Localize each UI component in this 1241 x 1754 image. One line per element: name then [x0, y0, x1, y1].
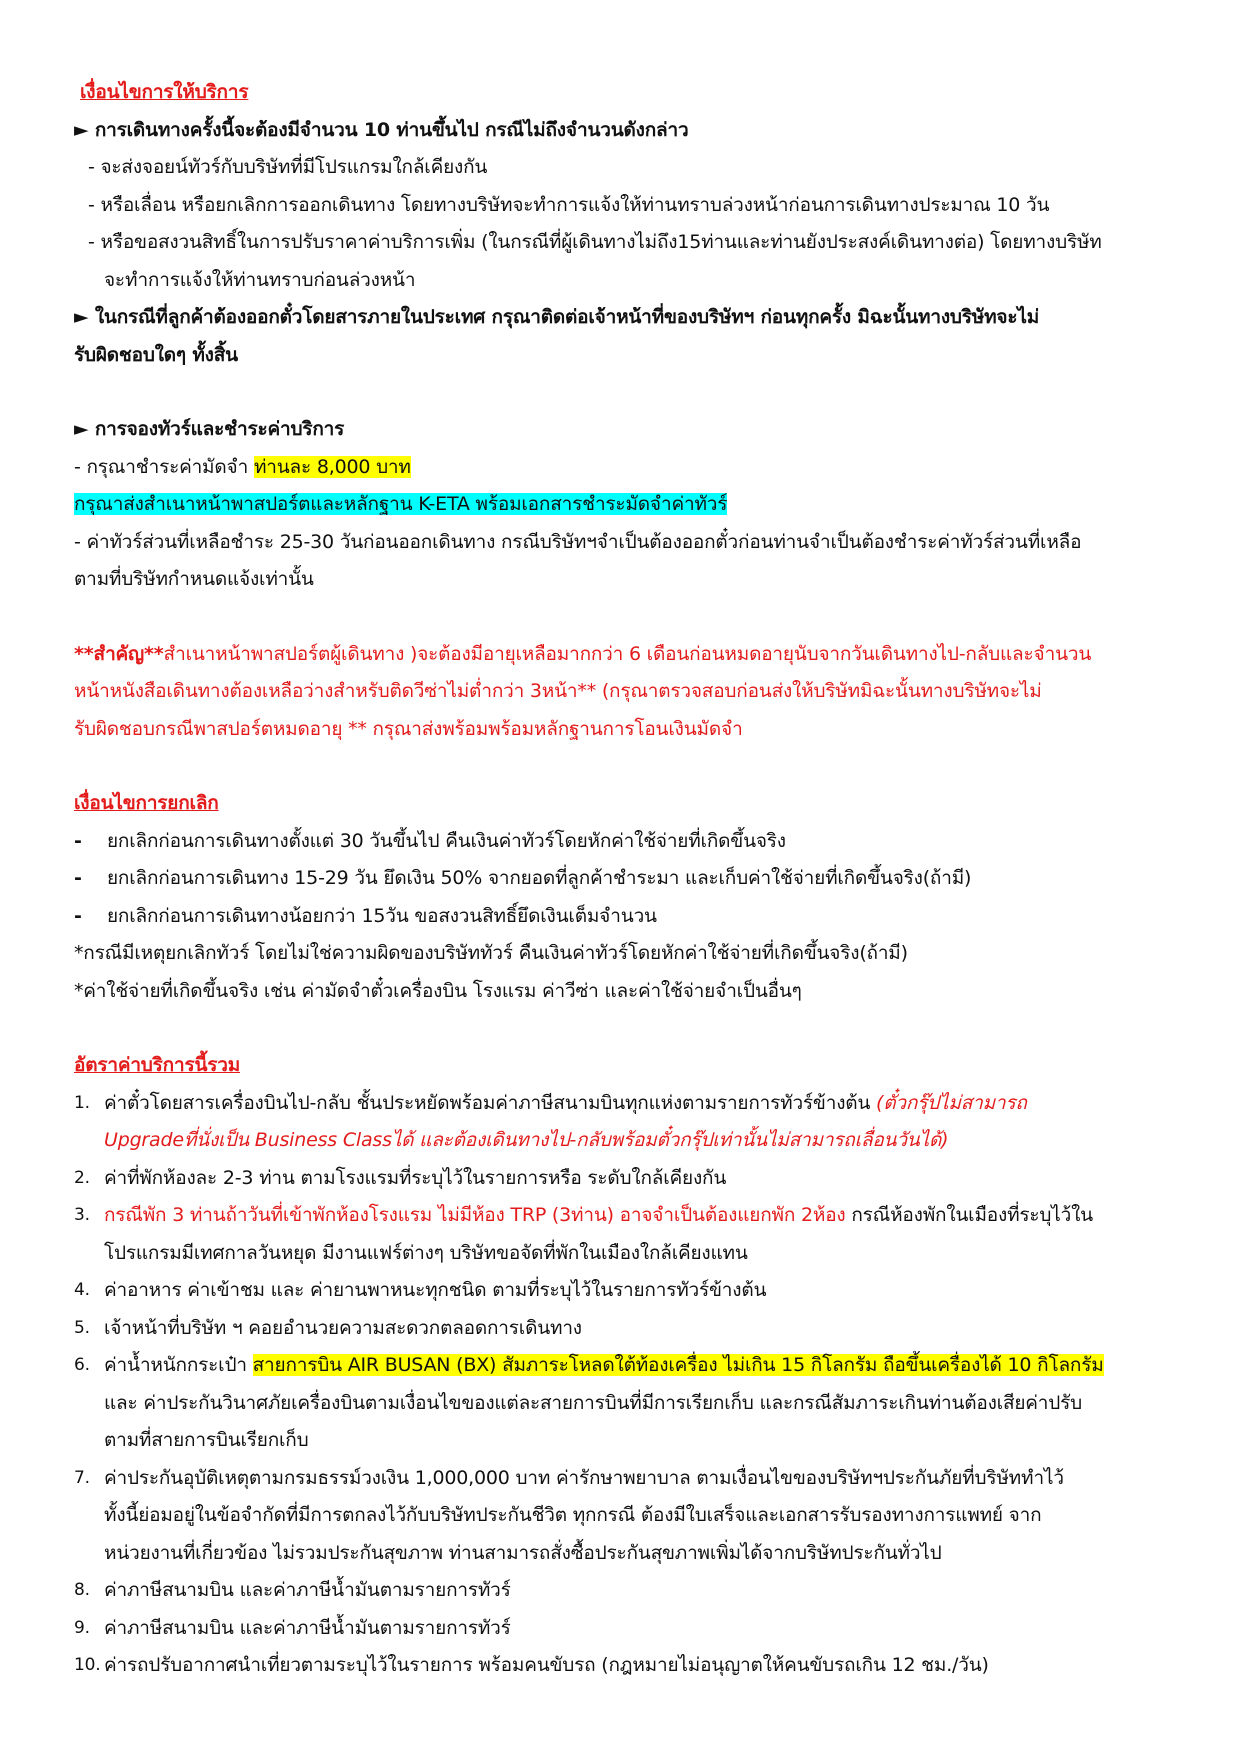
cancel-item — [74, 823, 1172, 861]
included-item-7-cont2: หน่วยงานที่เกี่ยวข้อง ไม่รวมประกันสุขภาพ ท่านสามารถสั่งซื้อประกันสุขภาพเพิ่มได้จากบริษัทประกันทั่วไป — [104, 1541, 942, 1564]
included-item-1-cont: Upgradeที่นั่งเป็น Business Classได้ และต้องเดินทางไป-กลับพร้อมตั๋วกรุ๊ปเท่านั้นไม่สามารถเลื่อนวันได้) — [104, 1129, 949, 1151]
important-note-line1 — [74, 636, 1172, 674]
included-item-6 — [74, 1347, 1172, 1385]
item-text — [104, 1197, 1093, 1235]
included-item-6-cont: และ ค่าประกันวินาศภัยเครื่องบินตามเงื่อนไขของแต่ละสายการบินที่มีการเรียกเก็บ และกรณีสัมภาระเกินท่านต้องเสียค่าปรับ — [104, 1391, 1082, 1414]
cancel-item — [74, 898, 1172, 936]
domestic-ticket-condition: ► ในกรณีที่ลูกค้าต้องออกตั๋วโดยสารภายในประเทศ กรุณาติดต่อเจ้าหน้าที่ของบริษัทฯ ก่อนทุกครั้ง มิฉะนั้นทางบริษัทจะไม่ — [74, 306, 1040, 328]
item-number: 3. — [74, 1205, 90, 1225]
service-conditions-title: เงื่อนไขการให้บริการ — [80, 81, 249, 103]
item-number: 6. — [74, 1355, 90, 1375]
item-text: ค่าอาหาร ค่าเข้าชม และ ค่ายานพาหนะทุกชนิด ตามที่ระบุไว้ในรายการทัวร์ข้างต้น — [104, 1279, 767, 1301]
item-text-red: (ตั๋วกรุ๊ปไม่สามารถ — [876, 1091, 1027, 1114]
cancel-item-text: ยกเลิกก่อนการเดินทางตั้งแต่ 30 วันขึ้นไป คืนเงินค่าทัวร์โดยหักค่าใช้จ่ายที่เกิดขึ้นจริง — [107, 829, 786, 852]
cancel-note-2: *ค่าใช้จ่ายที่เกิดขึ้นจริง เช่น ค่ามัดจำตั๋วเครื่องบิน โรงแรม ค่าวีซ่า และค่าใช้จ่ายจำเป็นอื่นๆ — [74, 979, 802, 1002]
included-item-3-cont: โปรแกรมมีเทศกาลวันหยุด มีงานแฟร์ต่างๆ บริษัทขอจัดที่พักในเมืองใกล้เคียงแทน — [104, 1241, 748, 1264]
item-text-part: ค่าตั๋วโดยสารเครื่องบินไป-กลับ ชั้นประหยัดพร้อมค่าภาษีสนามบินทุกแห่งตามรายการทัวร์ข้างต้น — [104, 1091, 877, 1114]
dash-bullet-icon: - — [74, 904, 82, 927]
condition-price-adjust: - หรือขอสงวนสิทธิ์ในการปรับราคาค่าบริการเพิ่ม (ในกรณีที่ผู้เดินทางไม่ถึง15ท่านและท่านยังประสงค์เดินทางต่อ) โดยทางบริษัท — [88, 231, 1102, 253]
included-item-7-cont: ทั้งนี้ย่อมอยู่ในข้อจำกัดที่มีการตกลงไว้กับบริษัทประกันชีวิต ทุกกรณี ต้องมีใบเสร็จและเอกสารรับรองทางการแพทย์ จาก — [104, 1504, 1042, 1526]
item-number: 9. — [74, 1617, 90, 1638]
passport-note-line — [74, 486, 1172, 524]
item-number: 4. — [74, 1280, 90, 1300]
booking-title: ► การจองทัวร์และชำระค่าบริการ — [74, 418, 345, 440]
included-title: อัตราค่าบริการนี้รวม — [74, 1054, 241, 1076]
item-text-red: กรณีพัก 3 ท่านถ้าวันที่เข้าพักห้องโรงแรม ไม่มีห้อง TRP (3ท่าน) อาจจำเป็นต้องแยกพัก 2ห้อง — [104, 1204, 846, 1226]
item-number: 2. — [74, 1167, 90, 1188]
condition-price-adjust-cont: จะทำการแจ้งให้ท่านทราบก่อนล่วงหน้า — [104, 268, 416, 291]
included-item-4 — [74, 1272, 1172, 1310]
item-number: 8. — [74, 1580, 90, 1600]
cancel-item — [74, 860, 1172, 898]
included-item-8 — [74, 1572, 1172, 1610]
cancel-item-text: ยกเลิกก่อนการเดินทางน้อยกว่า 15วัน ขอสงวนสิทธิ์ยึดเงินเต็มจำนวน — [107, 904, 657, 927]
included-item-5 — [74, 1310, 1172, 1348]
included-item-3 — [74, 1197, 1172, 1235]
passport-note: กรุณาส่งสำเนาหน้าพาสปอร์ตและหลักฐาน K-ETA พร้อมเอกสารชำระมัดจำค่าทัวร์ — [74, 493, 728, 515]
included-item-2 — [74, 1160, 1172, 1198]
baggage-highlight: สายการบิน AIR BUSAN (BX) สัมภาระโหลดใต้ท้องเครื่อง ไม่เกิน 15 กิโลกรัม ถือขึ้นเครื่องได้ 10 กิโลกรัม — [252, 1354, 1104, 1376]
important-label: **สำคัญ** — [74, 642, 164, 665]
item-number: 10. — [74, 1655, 101, 1675]
item-text: ค่ารถปรับอากาศนำเที่ยวตามระบุไว้ในรายการ พร้อมคนขับรถ (กฎหมายไม่อนุญาตให้คนขับรถเกิน 12 ชม./วัน) — [104, 1654, 989, 1676]
cancellation-title: เงื่อนไขการยกเลิก — [74, 792, 219, 814]
included-item-7 — [74, 1460, 1172, 1498]
item-text: ค่าภาษีสนามบิน และค่าภาษีน้ำมันตามรายการทัวร์ — [104, 1616, 511, 1639]
item-text: ค่าที่พักห้องละ 2-3 ท่าน ตามโรงแรมที่ระบุไว้ในรายการหรือ ระดับใกล้เคียงกัน — [104, 1166, 727, 1189]
cancel-item-text: ยกเลิกก่อนการเดินทาง 15-29 วัน ยึดเงิน 50% จากยอดที่ลูกค้าชำระมา และเก็บค่าใช้จ่ายที่เกิดขึ้นจริง(ถ้ามี) — [107, 867, 972, 889]
item-text: ค่าประกันอุบัติเหตุตามกรมธรรม์วงเงิน 1,000,000 บาท ค่ารักษาพยาบาล ตามเงื่อนไขของบริษัทฯประกันภัยที่บริษัททำไว้ — [104, 1466, 1064, 1489]
balance-payment-cont: ตามที่บริษัทกำหนดแจ้งเท่านั้น — [74, 568, 314, 590]
item-text — [104, 1085, 1027, 1123]
dash-bullet-icon: - — [74, 829, 82, 852]
deposit-amount: ท่านละ 8,000 บาท — [253, 455, 411, 478]
condition-join-tour: - จะส่งจอยน์ทัวร์กับบริษัทที่มีโปรแกรมใกล้เคียงกัน — [88, 156, 488, 178]
item-number: 5. — [74, 1317, 90, 1338]
included-item-6-cont2: ตามที่สายการบินเรียกเก็บ — [104, 1429, 309, 1451]
item-text-part: ค่าน้ำหนักกระเป๋า — [104, 1354, 253, 1376]
item-number: 7. — [74, 1467, 90, 1488]
included-item-1 — [74, 1085, 1172, 1123]
deposit-prefix: - กรุณาชำระค่ามัดจำ — [74, 455, 254, 478]
cancel-note-1: *กรณีมีเหตุยกเลิกทัวร์ โดยไม่ใช่ความผิดของบริษัททัวร์ คืนเงินค่าทัวร์โดยหักค่าใช้จ่ายที่เกิดขึ้นจริง(ถ้ามี) — [74, 942, 908, 964]
included-item-10 — [74, 1647, 1172, 1685]
item-text-part: กรณีห้องพักในเมืองที่ระบุไว้ใน — [845, 1204, 1093, 1226]
important-note-line2: หน้าหนังสือเดินทางต้องเหลือว่างสำหรับติดวีซ่าไม่ต่ำกว่า 3หน้า** (กรุณาตรวจสอบก่อนส่งให้บริษัทมิฉะนั้นทางบริษัทจะไม่ — [74, 680, 1042, 702]
item-text — [104, 1347, 1104, 1385]
balance-payment: - ค่าทัวร์ส่วนที่เหลือชำระ 25-30 วันก่อนออกเดินทาง กรณีบริษัทฯจำเป็นต้องออกตั๋วก่อนท่านจำเป็นต้องชำระค่าทัวร์ส่วนที่เหลือ — [74, 530, 1082, 553]
included-item-9 — [74, 1610, 1172, 1648]
dash-bullet-icon: - — [74, 867, 82, 889]
item-text: ค่าภาษีสนามบิน และค่าภาษีน้ำมันตามรายการทัวร์ — [104, 1579, 511, 1601]
document-body — [74, 74, 1172, 1685]
condition-postpone: - หรือเลื่อน หรือยกเลิกการออกเดินทาง โดยทางบริษัทจะทำการแจ้งให้ท่านทราบล่วงหน้าก่อนการเดินทางประมาณ 10 วัน — [88, 193, 1050, 216]
domestic-ticket-condition-cont: รับผิดชอบใดๆ ทั้งสิ้น — [74, 343, 238, 366]
important-note-line3: รับผิดชอบกรณีพาสปอร์ตหมดอายุ ** กรุณาส่งพร้อมพร้อมหลักฐานการโอนเงินมัดจำ — [74, 717, 743, 740]
item-text: เจ้าหน้าที่บริษัท ฯ คอยอำนวยความสะดวกตลอดการเดินทาง — [104, 1316, 582, 1339]
important-text1: สำเนาหน้าพาสปอร์ตผู้เดินทาง )จะต้องมีอายุเหลือมากกว่า 6 เดือนก่อนหมดอายุนับจากวันเดินทางไป-กลับและจำนวน — [163, 642, 1092, 665]
item-number: 1. — [74, 1092, 90, 1113]
deposit-line — [74, 449, 1172, 487]
group-size-condition: ► การเดินทางครั้งนี้จะต้องมีจำนวน 10 ท่านขึ้นไป กรณีไม่ถึงจำนวนดังกล่าว — [74, 118, 689, 141]
